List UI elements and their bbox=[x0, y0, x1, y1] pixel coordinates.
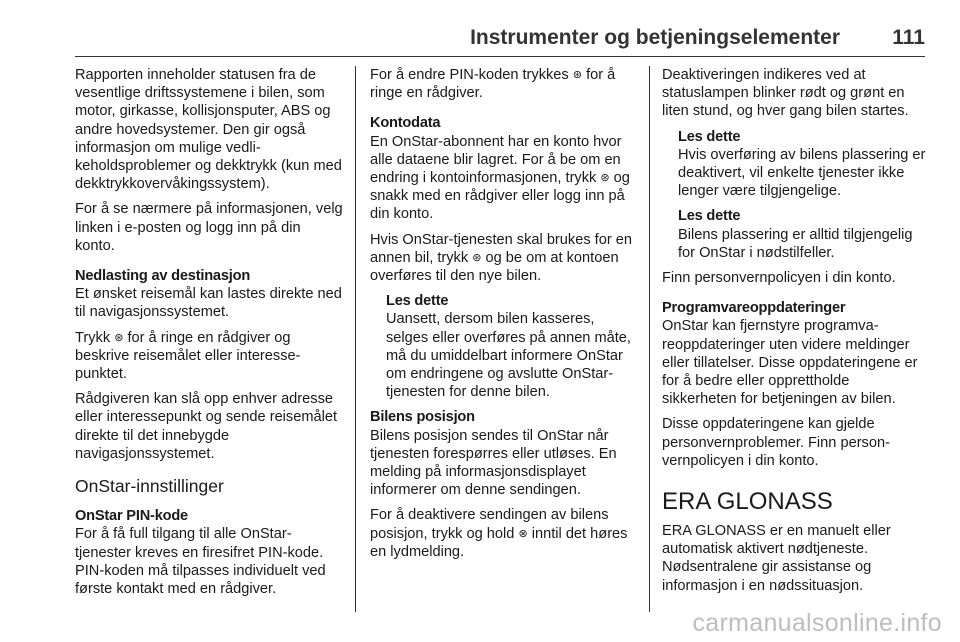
section-heading: Nedlasting av destinasjon bbox=[75, 268, 251, 285]
paragraph: For å endre PIN-koden trykkes ⊛ for å ringe en rådgiver. bbox=[370, 67, 616, 102]
header-divider bbox=[75, 56, 925, 57]
page-header bbox=[75, 24, 925, 52]
section-title: OnStar-innstillinger bbox=[75, 476, 224, 497]
paragraph: Finn personvernpolicyen i din konto. bbox=[662, 270, 896, 287]
page-number: 111 bbox=[892, 26, 925, 49]
watermark: carmanualsonline.info bbox=[692, 609, 942, 637]
paragraph: Et ønsket reisemål kan lastes direkte ned til navigasjonssystemet. bbox=[75, 286, 342, 321]
page-title: Instrumenter og betjeningselementer bbox=[470, 26, 840, 49]
section-heading: Programvareoppdateringer bbox=[662, 300, 846, 317]
paragraph: Disse oppdateringene kan gjelde personvernproblemer. Finn personvernpolicyen i din konto. bbox=[662, 416, 890, 469]
note-title: Les dette bbox=[386, 293, 449, 310]
column-3 bbox=[662, 66, 928, 602]
paragraph: Trykk ⊛ for å ringe en rådgiver og beskrive reisemålet eller interessepunktet. bbox=[75, 329, 301, 383]
paragraph: Rådgiveren kan slå opp enhver adresse eller interessepunkt og sende reisemålet direkte til det innebygde navigasjonssystemet. bbox=[75, 391, 338, 462]
paragraph: Rapporten inneholder statusen fra de vesentlige driftssystemene i bilen, som motor, girkasse, kollisjonsputer, ABS og andre hovedsystemer. Den gir også informasjon om mulige vedlikeholdsproblemer og dekktrykk (kun med dekktrykkovervåkingssystem). bbox=[75, 67, 342, 193]
section-heading: Bilens posisjon bbox=[370, 409, 475, 426]
note-title: Les dette bbox=[678, 128, 741, 145]
column-1 bbox=[75, 66, 343, 605]
note-text: Bilens plassering er alltid tilgjengelig for OnStar i nødstilfeller. bbox=[678, 226, 913, 261]
note-title: Les dette bbox=[678, 208, 741, 225]
paragraph: For å se nærmere på informasjonen, velg linken i e-posten og logg inn på din konto. bbox=[75, 201, 343, 254]
chapter-heading: ERA GLONASS bbox=[662, 488, 833, 516]
paragraph: For å deaktivere sendingen av bilens posisjon, trykk og hold ⊗ inntil det høres en lydmelding. bbox=[370, 507, 628, 560]
section-heading: OnStar PIN-kode bbox=[75, 508, 188, 525]
paragraph: Hvis OnStar-tjenesten skal brukes for en annen bil, trykk ⊛ og be om at kontoen overføres til den nye bilen. bbox=[370, 231, 632, 285]
onstar-button-icon: ⊛ bbox=[572, 69, 582, 81]
onstar-button-icon: ⊛ bbox=[114, 331, 124, 344]
paragraph: Bilens posisjon sendes til OnStar når tjenesten forespørres eller utløses. En melding på informasjonsdisplayet informerer om denne sendingen. bbox=[370, 427, 617, 499]
onstar-button-icon: ⊛ bbox=[472, 251, 482, 264]
column-divider bbox=[355, 66, 356, 612]
note-text: Uansett, dersom bilen kasseres, selges eller overføres på annen måte, må du umiddelbart informere OnStar om endringene og avslutte OnStar-tjenesten for denne bilen. bbox=[386, 311, 631, 401]
column-divider bbox=[649, 66, 650, 612]
paragraph: OnStar kan fjernstyre programvareoppdateringer uten videre meldinger eller tillatelser. Disse oppdateringene er for å bedre eller opprettholde sikkerheten for betjeningen av bilen. bbox=[662, 318, 918, 408]
paragraph: For å få full tilgang til alle OnStar-tjenester kreves en firesifret PIN-kode. PIN-koden må tilpasses individuelt ved første kontakt med en rådgiver. bbox=[75, 526, 326, 598]
paragraph: ERA GLONASS er en manuelt eller automatisk aktivert nødtjeneste. Nødsentralene gir assistanse og informasjon i en nødssituasjon. bbox=[662, 523, 891, 594]
paragraph: En OnStar-abonnent har en konto hvor alle dataene blir lagret. For å be om en endring i kontoinformasjonen, trykk ⊛ og snakk med en rådgiver eller logg inn på din konto. bbox=[370, 133, 630, 223]
column-2 bbox=[370, 66, 636, 568]
privacy-button-icon: ⊗ bbox=[518, 527, 528, 540]
note-box bbox=[370, 292, 636, 401]
onstar-button-icon: ⊛ bbox=[600, 172, 610, 185]
paragraph: Deaktiveringen indikeres ved at statuslampen blinker rødt og grønt en liten stund, og hver gang bilen startes. bbox=[662, 67, 909, 120]
section-heading: Kontodata bbox=[370, 115, 441, 132]
note-text: Hvis overføring av bilens plassering er deaktivert, vil enkelte tjenester ikke lenger være tilgjengelige. bbox=[678, 146, 926, 200]
note-box bbox=[662, 128, 928, 262]
